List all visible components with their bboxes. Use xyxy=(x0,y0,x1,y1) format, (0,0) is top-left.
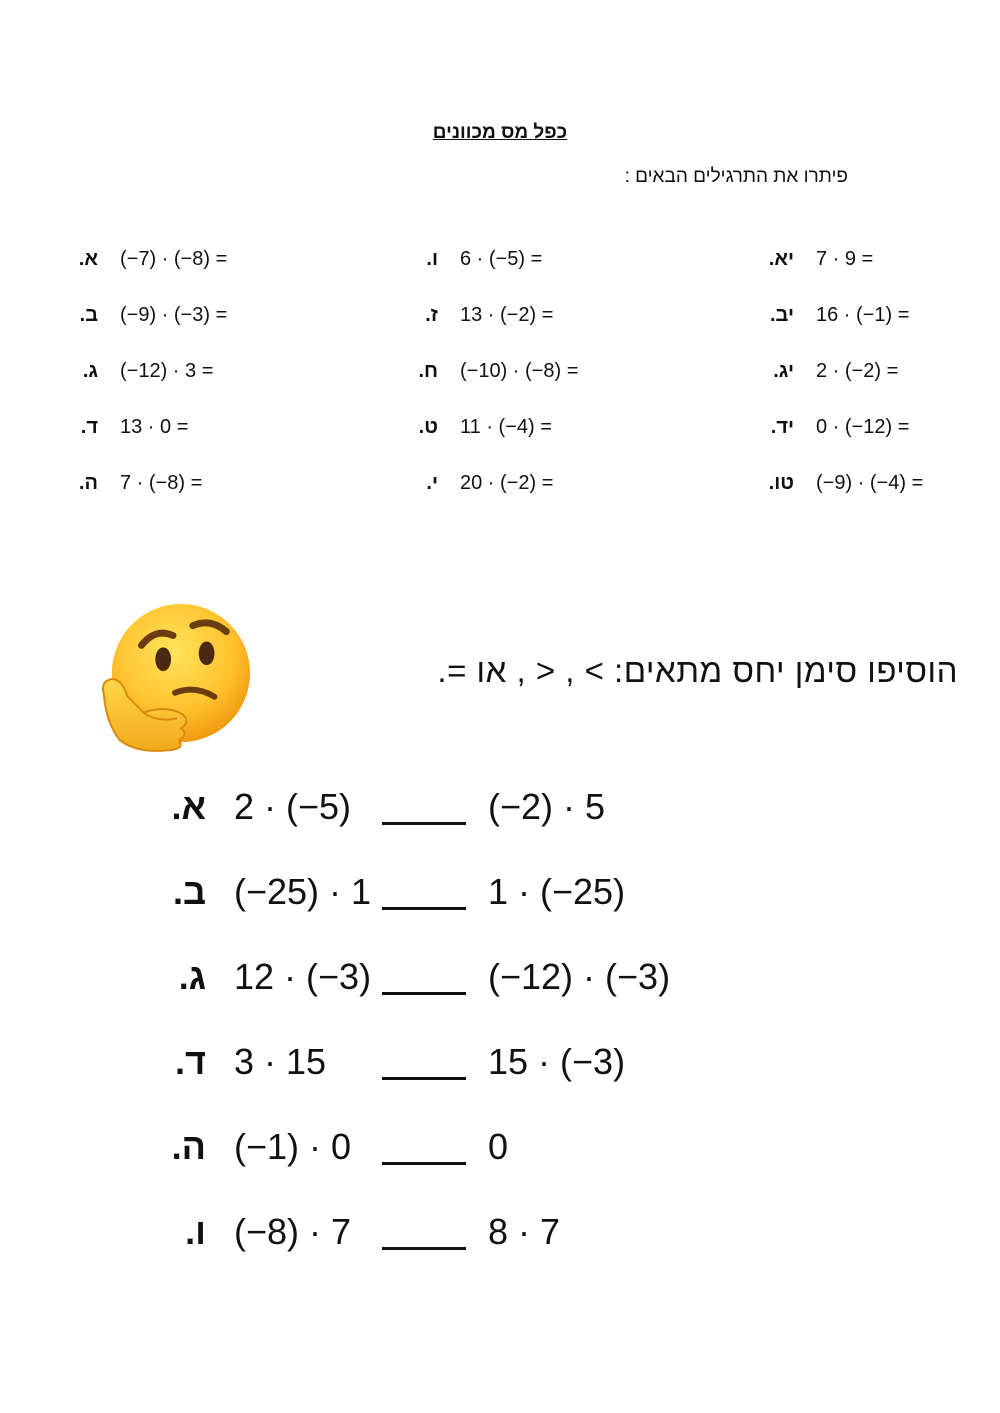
comparison-right: 15 · (−3) xyxy=(488,1041,626,1082)
exercise-label: ד. xyxy=(80,416,98,438)
exercise-item xyxy=(758,412,1000,468)
exercise-label: ח. xyxy=(418,360,438,382)
exercise-label: ה. xyxy=(78,472,98,494)
comparison-left: (−25) · 1 xyxy=(234,871,372,912)
instructions-text: פיתרו את התרגילים הבאים : xyxy=(624,166,848,187)
exercise-expression: 11 · (−4) = xyxy=(460,416,552,438)
answer-blank[interactable] xyxy=(382,822,466,825)
exercise-label: יג. xyxy=(773,360,794,382)
comparison-right: 0 xyxy=(488,1126,509,1167)
comparison-left: 3 · 15 xyxy=(234,1041,327,1082)
left-eye xyxy=(155,647,171,671)
comparison-item xyxy=(160,1122,720,1207)
exercise-expression: 13 · 0 = xyxy=(120,416,189,438)
exercise-item xyxy=(758,300,1000,356)
comparison-item xyxy=(160,1037,720,1122)
page-title: כפל מס מכוונים xyxy=(432,122,568,143)
exercise-label: ז. xyxy=(425,304,438,326)
exercise-expression: (−9) · (−4) = xyxy=(816,472,924,494)
exercise-label: יב. xyxy=(770,304,794,326)
comparison-label: ג. xyxy=(178,956,206,997)
exercise-label: י. xyxy=(426,472,438,494)
comparison-label: א. xyxy=(171,786,206,827)
exercise-item xyxy=(758,244,1000,300)
exercise-label: א. xyxy=(78,248,98,270)
comparison-right: (−12) · (−3) xyxy=(488,956,671,997)
comparison-left: 2 · (−5) xyxy=(234,786,352,827)
answer-blank[interactable] xyxy=(382,1162,466,1165)
exercise-expression: 7 · 9 = xyxy=(816,248,874,270)
comparison-right: (−2) · 5 xyxy=(488,786,606,827)
exercise-expression: 20 · (−2) = xyxy=(460,472,554,494)
exercise-expression: 13 · (−2) = xyxy=(460,304,554,326)
comparison-item xyxy=(160,1207,720,1292)
comparison-right: 1 · (−25) xyxy=(488,871,626,912)
exercise-label: ג. xyxy=(82,360,98,382)
exercise-label: ו. xyxy=(426,248,438,270)
exercise-label: יא. xyxy=(768,248,794,270)
exercise-expression: (−10) · (−8) = xyxy=(460,360,579,382)
answer-blank[interactable] xyxy=(382,907,466,910)
comparison-label: ו. xyxy=(185,1211,206,1252)
answer-blank[interactable] xyxy=(382,1077,466,1080)
exercise-expression: 6 · (−5) = xyxy=(460,248,543,270)
exercise-column-2 xyxy=(402,244,702,524)
exercise-item xyxy=(62,412,362,468)
exercise-grid xyxy=(0,244,1000,514)
exercise-expression: (−9) · (−3) = xyxy=(120,304,228,326)
exercise-item xyxy=(402,244,702,300)
exercise-label: יד. xyxy=(770,416,794,438)
comparison-label: ב. xyxy=(172,871,206,912)
exercise-item xyxy=(62,468,362,524)
answer-blank[interactable] xyxy=(382,992,466,995)
exercise-expression: (−7) · (−8) = xyxy=(120,248,228,270)
exercise-item xyxy=(402,300,702,356)
comparison-left: (−1) · 0 xyxy=(234,1126,352,1167)
exercise-expression: (−12) · 3 = xyxy=(120,360,214,382)
comparison-item xyxy=(160,782,720,867)
exercise-label: ט. xyxy=(418,416,438,438)
comparison-item xyxy=(160,867,720,952)
exercise-expression: 16 · (−1) = xyxy=(816,304,910,326)
exercise-item xyxy=(402,468,702,524)
exercise-column-1 xyxy=(62,244,362,524)
answer-blank[interactable] xyxy=(382,1247,466,1250)
exercise-item xyxy=(62,356,362,412)
right-eye xyxy=(199,641,215,665)
comparison-label: ה. xyxy=(171,1126,206,1167)
comparison-item xyxy=(160,952,720,1037)
thinking-face-icon xyxy=(98,602,256,754)
comparison-left: 12 · (−3) xyxy=(234,956,372,997)
exercise-label: ב. xyxy=(79,304,98,326)
comparison-list xyxy=(160,782,720,1292)
exercise-expression: 0 · (−12) = xyxy=(816,416,910,438)
exercise-expression: 7 · (−8) = xyxy=(120,472,203,494)
comparison-right: 8 · 7 xyxy=(488,1211,561,1252)
exercise-item xyxy=(758,468,1000,524)
exercise-item xyxy=(402,356,702,412)
exercise-column-3 xyxy=(758,244,1000,524)
section-heading: הוסיפו סימן יחס מתאים: > , < , או =. xyxy=(437,652,958,689)
comparison-label: ד. xyxy=(175,1041,206,1082)
exercise-item xyxy=(62,300,362,356)
exercise-label: טו. xyxy=(768,472,794,494)
comparison-left: (−8) · 7 xyxy=(234,1211,352,1252)
exercise-item xyxy=(758,356,1000,412)
exercise-item xyxy=(402,412,702,468)
exercise-item xyxy=(62,244,362,300)
exercise-expression: 2 · (−2) = xyxy=(816,360,899,382)
